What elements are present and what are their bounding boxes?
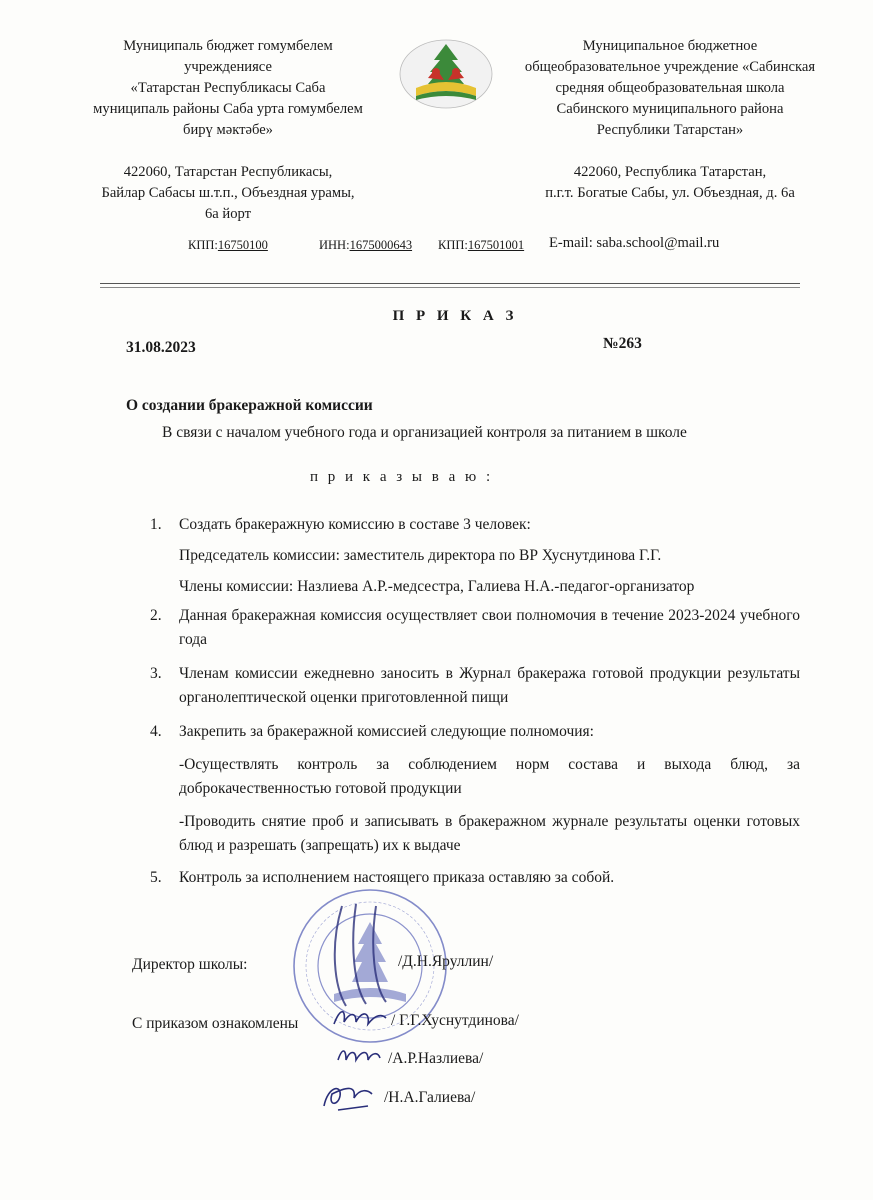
- header-tatar-line: бирү мәктәбе»: [183, 122, 273, 138]
- item-number: 4.: [150, 723, 162, 740]
- director-name: /Д.Н.Яруллин/: [398, 953, 494, 970]
- item-number: 3.: [150, 665, 162, 682]
- item-number: 5.: [150, 869, 162, 886]
- header-tatar-line: Муниципаль бюджет гомумбелем: [123, 38, 333, 54]
- header-russian-line: Республики Татарстан»: [596, 122, 744, 138]
- code-inn: [319, 238, 412, 253]
- code-label: КПП:: [188, 238, 218, 252]
- school-logo-icon: [398, 38, 494, 110]
- list-item: [150, 604, 800, 652]
- order-items: [150, 513, 800, 890]
- signature-icon: [318, 1080, 378, 1114]
- signature-icon: [334, 1042, 384, 1070]
- header-russian-line: Муниципальное бюджетное: [582, 38, 758, 54]
- header-russian-address: п.г.т. Богатые Сабы, ул. Объездная, д. 6а: [545, 185, 795, 201]
- header-tatar: [78, 36, 378, 225]
- header-tatar-line: учреждениясе: [184, 59, 272, 75]
- item-text: Создать бракеражную комиссию в составе 3 человек:: [179, 516, 531, 533]
- item-subtext: -Проводить снятие проб и записывать в бракеражном журнале результаты оценки готовых блюд и разрешать (запрещать) их к выдаче: [179, 813, 800, 854]
- acknowledged-name: /А.Р.Назлиева/: [388, 1050, 484, 1067]
- acknowledged-name: / Г.Г.Хуснутдинова/: [391, 1012, 519, 1029]
- code-kpp-1: [188, 238, 268, 253]
- document-intro: В связи с началом учебного года и организацией контроля за питанием в школе: [162, 424, 687, 441]
- header-russian: [500, 36, 840, 204]
- item-subtext: Члены комиссии: Назлиева А.Р.-медсестра, Галиева Н.А.-педагог-организатор: [179, 578, 695, 595]
- email-text: E-mail: saba.school@mail.ru: [549, 235, 720, 251]
- header-tatar-address: 422060, Татарстан Республикасы,: [123, 164, 333, 180]
- list-item: [150, 720, 800, 858]
- header-russian-line: Сабинского муниципального района: [556, 101, 784, 117]
- header-russian-address: 422060, Республика Татарстан,: [573, 164, 767, 180]
- item-subtext: -Осуществлять контроль за соблюдением норм состава и выхода блюд, за доброкачественностью готовой продукции: [179, 756, 800, 797]
- director-label: Директор школы:: [132, 956, 248, 973]
- code-kpp-2: [438, 238, 524, 253]
- code-label: ИНН:: [319, 238, 350, 252]
- header-tatar-line: «Татарстан Республикасы Саба: [130, 80, 326, 96]
- code-value: 16750100: [217, 238, 268, 252]
- acknowledged-name: /Н.А.Галиева/: [384, 1089, 476, 1106]
- header-divider: [100, 283, 800, 284]
- item-number: 1.: [150, 516, 162, 533]
- order-word: п р и к а з ы в а ю :: [310, 469, 494, 485]
- code-value: 167501001: [467, 238, 525, 252]
- document-title: П Р И К А З: [392, 308, 518, 324]
- acknowledged-label: С приказом ознакомлены: [132, 1015, 299, 1032]
- item-text: Контроль за исполнением настоящего приказа оставляю за собой.: [179, 869, 615, 886]
- header-tatar-address: Байлар Сабасы ш.т.п., Объездная урамы,: [101, 185, 355, 201]
- document-subject: О создании бракеражной комиссии: [126, 397, 373, 414]
- signature-icon: [330, 1004, 390, 1032]
- list-item: [150, 513, 800, 599]
- item-text: Членам комиссии ежедневно заносить в Журнал бракеража готовой продукции результаты органолептической оценки приготовленной пищи: [179, 665, 800, 706]
- header-russian-line: средняя общеобразовательная школа: [555, 80, 785, 96]
- document-number: №263: [603, 335, 642, 352]
- document-date: 31.08.2023: [126, 339, 196, 356]
- header-tatar-address: 6а йорт: [204, 206, 251, 222]
- list-item: [150, 866, 800, 890]
- list-item: [150, 662, 800, 710]
- item-number: 2.: [150, 607, 162, 624]
- header-tatar-line: муниципаль районы Саба урта гомумбелем: [93, 101, 363, 117]
- code-label: КПП:: [438, 238, 468, 252]
- item-text: Закрепить за бракеражной комиссией следующие полномочия:: [179, 723, 594, 740]
- item-subtext: Председатель комиссии: заместитель директора по ВР Хуснутдинова Г.Г.: [179, 547, 662, 564]
- item-text: Данная бракеражная комиссия осуществляет свои полномочия в течение 2023-2024 учебного года: [179, 607, 800, 648]
- header-russian-line: общеобразовательное учреждение «Сабинская: [524, 59, 816, 75]
- header-divider: [100, 287, 800, 288]
- code-value: 1675000643: [349, 238, 413, 252]
